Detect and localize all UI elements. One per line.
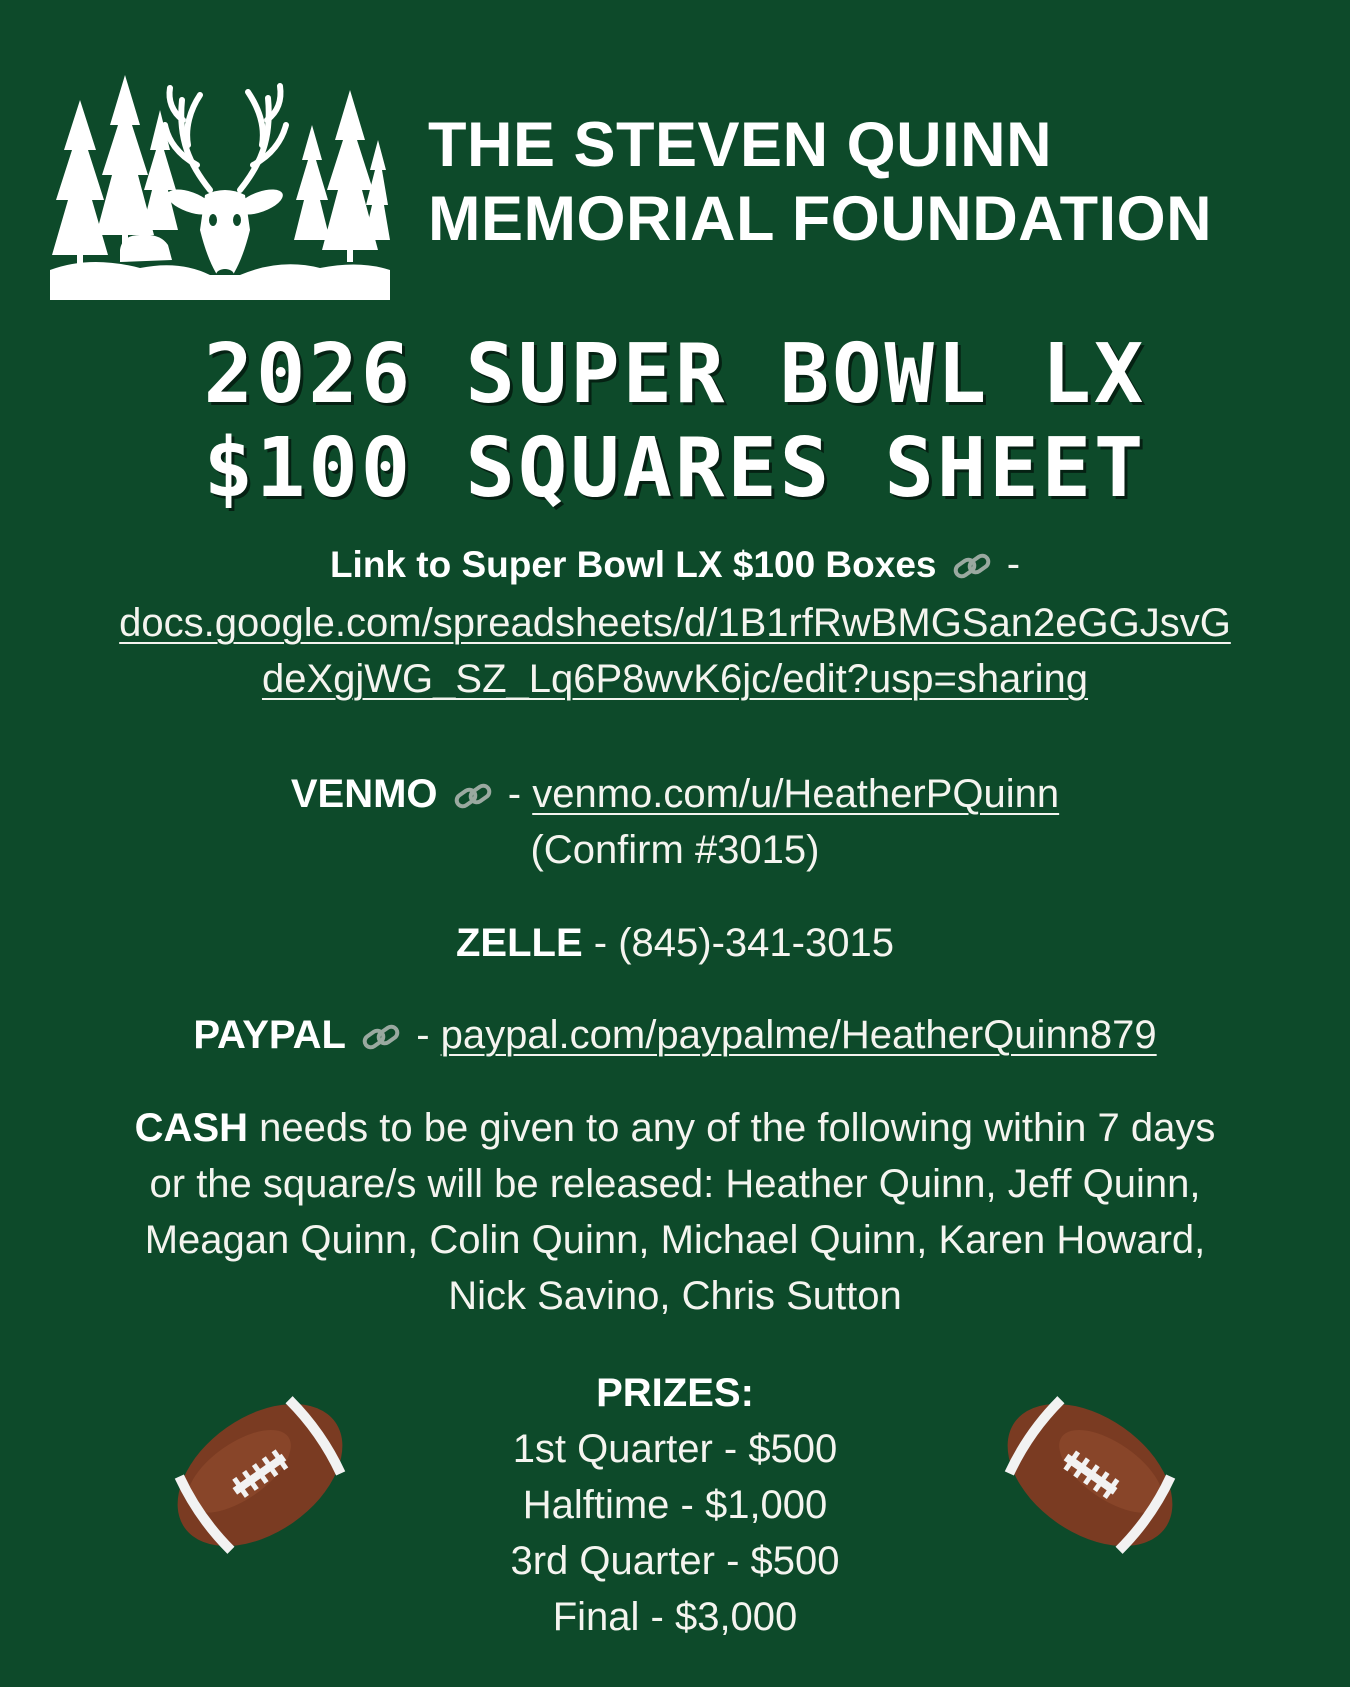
cash-text-line3: Meagan Quinn, Colin Quinn, Michael Quinn, Karen Howard, — [144, 1218, 1206, 1262]
prizes-heading: PRIZES: — [596, 1371, 754, 1415]
venmo-separator: - — [507, 772, 522, 816]
event-headline — [0, 328, 1350, 516]
cash-text-line4: Nick Savino, Chris Sutton — [448, 1274, 902, 1318]
prize-item: Halftime - $1,000 — [522, 1483, 828, 1527]
paypal-url[interactable]: paypal.com/paypalme/HeatherQuinn879 — [440, 1013, 1157, 1057]
boxes-url-line1[interactable]: docs.google.com/spreadsheets/d/1B1rfRwBMGSan2eGGJsvG — [119, 601, 1231, 645]
venmo-note: (Confirm #3015) — [530, 828, 820, 872]
zelle-value: - (845)-341-3015 — [593, 921, 894, 965]
cash-text-line2: or the square/s will be released: Heather Quinn, Jeff Quinn, — [149, 1162, 1201, 1206]
football-icon — [165, 1390, 355, 1560]
org-title-line2: MEMORIAL FOUNDATION — [428, 184, 1213, 254]
headline-line1: 2026 SUPER BOWL LX — [203, 327, 1147, 422]
link-icon — [952, 553, 992, 579]
deer-trees-logo — [50, 70, 390, 300]
boxes-link-separator: - — [1006, 542, 1021, 586]
cash-text-line1: needs to be given to any of the following within 7 days — [259, 1106, 1216, 1150]
org-title — [428, 108, 1328, 256]
boxes-link-label: Link to Super Bowl LX $100 Boxes — [329, 544, 937, 585]
link-icon — [453, 783, 493, 809]
zelle-label: ZELLE — [456, 921, 583, 965]
paypal-label: PAYPAL — [193, 1013, 346, 1057]
headline-line2: $100 SQUARES SHEET — [203, 421, 1147, 516]
prize-item: 1st Quarter - $500 — [512, 1427, 838, 1471]
venmo-url[interactable]: venmo.com/u/HeatherPQuinn — [532, 772, 1060, 816]
prize-item: Final - $3,000 — [552, 1595, 798, 1639]
link-icon — [361, 1024, 401, 1050]
paypal-section — [0, 1007, 1350, 1063]
org-title-line1: THE STEVEN QUINN — [428, 110, 1053, 180]
cash-label: CASH — [134, 1106, 249, 1150]
football-icon — [995, 1390, 1185, 1560]
zelle-section — [0, 915, 1350, 971]
boxes-url-line2[interactable]: deXgjWG_SZ_Lq6P8wvK6jc/edit?usp=sharing — [261, 657, 1089, 701]
venmo-section — [0, 766, 1350, 878]
venmo-label: VENMO — [290, 772, 438, 816]
prize-item: 3rd Quarter - $500 — [510, 1539, 840, 1583]
boxes-link-section — [0, 536, 1350, 707]
cash-section — [0, 1100, 1350, 1324]
paypal-separator: - — [416, 1013, 430, 1057]
